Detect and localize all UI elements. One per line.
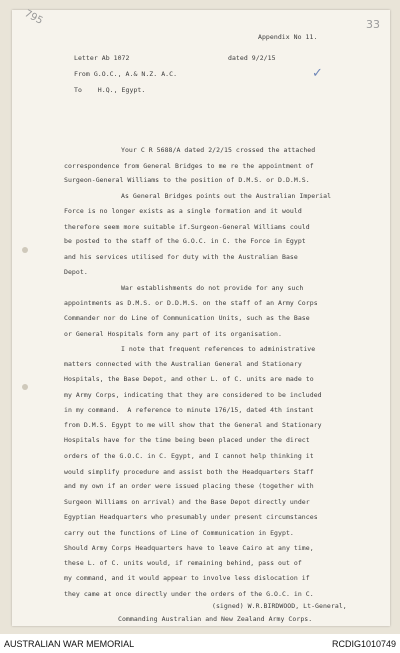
body-line: I note that frequent references to administrative [121,345,316,353]
body-line: Should Army Corps Headquarters have to leave Cairo at any time, [64,544,314,552]
signature-line: (signed) W.R.BIRDWOOD, Lt-General, [212,602,347,610]
body-line: Commander nor do Line of Communication Units, such as the Base [64,314,310,322]
body-line: Surgeon Williams on arrival) and the Base Depot directly under [64,498,310,506]
footer-archive-name: AUSTRALIAN WAR MEMORIAL [4,639,135,649]
from-line: From G.O.C., A.& N.Z. A.C. [74,70,178,78]
to-line: To H.Q., Egypt. [74,86,146,94]
body-line: Hospitals, the Base Depot, and other L. of C. units are made to [64,375,314,383]
body-line: Egyptian Headquarters who presumably under present circumstances [64,513,318,521]
pencil-page-number: 33 [366,18,380,31]
body-line: in my command. A reference to minute 176/15, dated 4th instant [64,406,314,414]
punch-hole [22,247,28,253]
body-line: from D.M.S. Egypt to me will show that the General and Stationary [64,421,322,429]
body-line: Hospitals have for the time being been placed under the direct [64,436,310,444]
body-line: therefore seem more suitable if.Surgeon-General Williams could [64,223,310,231]
check-mark-icon: ✓ [312,66,323,81]
footer-bar [0,634,400,653]
body-line: and his services utilised for duty with the Australian Base [64,253,298,261]
body-line: As General Bridges points out the Australian Imperial [121,192,332,200]
body-line: these L. of C. units would, if remaining behind, pass out of [64,559,302,567]
body-line: appointments as D.M.S. or D.D.M.S. on the staff of an Army Corps [64,299,318,307]
body-line: and my own if an order were issued placing these (together with [64,482,314,490]
body-line: they came at once directly under the orders of the G.O.C. in C. [64,590,314,598]
body-line: Your C R 5688/A dated 2/2/15 crossed the attached [121,146,316,154]
body-line: War establishments do not provide for any such [121,284,304,292]
letter-date: dated 9/2/15 [228,54,276,62]
body-line: Depot. [64,268,88,276]
pencil-folio-number: 795 [22,8,45,27]
body-line: matters connected with the Australian General and Stationary [64,360,302,368]
body-line: or General Hospitals form any part of its organisation. [64,330,282,338]
punch-hole [22,384,28,390]
body-line: orders of the G.O.C. in C. Egypt, and I cannot help thinking it [64,452,314,460]
body-line: correspondence from General Bridges to me re the appointment of [64,162,314,170]
body-line: carry out the functions of Line of Communication in Egypt. [64,529,294,537]
body-line: be posted to the staff of the G.O.C. in C. the Force in Egypt [64,237,306,245]
body-line: would simplify procedure and assist both the Headquarters Staff [64,468,314,476]
body-line: Surgeon-General Williams to the position of D.M.S. or D.D.M.S. [64,176,310,184]
footer-record-id: RCDIG1010749 [331,639,396,649]
body-line: my Army Corps, indicating that they are considered to be included [64,391,322,399]
body-line: my command, and it would appear to involve less dislocation if [64,574,310,582]
signature-title: Commanding Australian and New Zealand Army Corps. [118,615,313,623]
letter-reference: Letter Ab 1072 [74,54,130,62]
appendix-label: Appendix No 11. [258,33,318,41]
body-line: Force is no longer exists as a single formation and it would [64,207,302,215]
